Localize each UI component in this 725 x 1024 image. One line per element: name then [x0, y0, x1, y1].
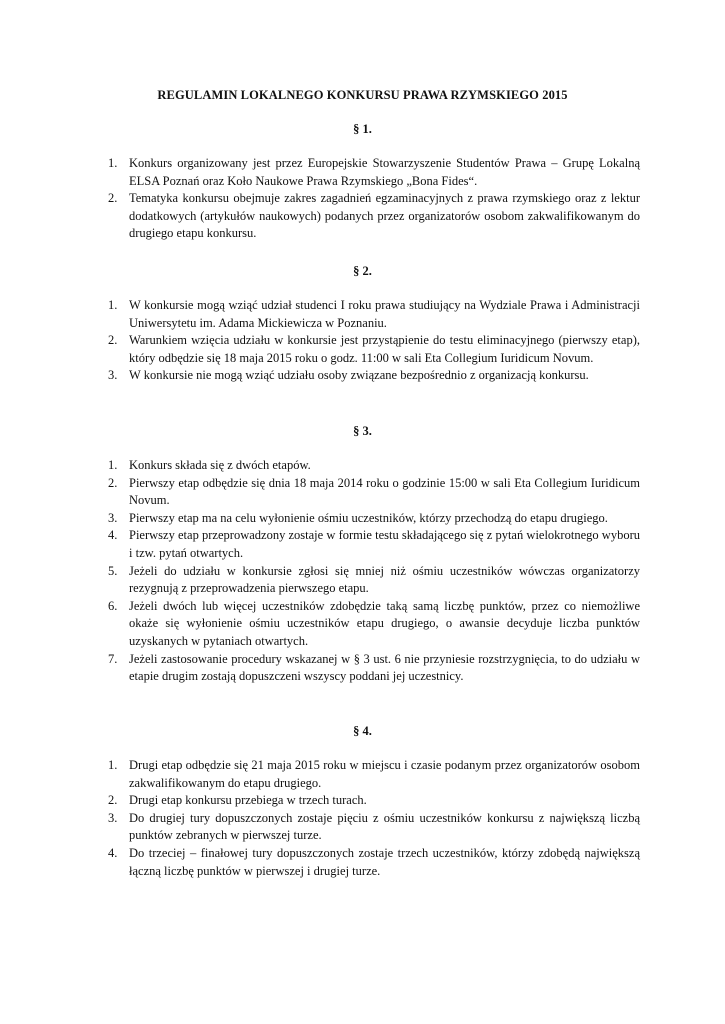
- item-number: 1.: [108, 156, 118, 170]
- section-1-list: [108, 155, 640, 243]
- item-number: 5.: [108, 563, 118, 578]
- item-text: W konkursie mogą wziąć udział studenci I roku prawa studiujący na Wydziale Prawa i Administracji Uniwersytetu im. Adama Mickiewicza w Poznaniu.: [129, 298, 640, 330]
- item-number: 4.: [108, 528, 118, 543]
- list-item: [108, 332, 640, 367]
- item-text: Do drugiej tury dopuszczonych zostaje pięciu z ośmiu uczestników konkursu z największą liczbą punktów zebranych w pierwszej turze.: [129, 810, 640, 843]
- list-item: [108, 527, 640, 562]
- item-number: 2.: [108, 793, 118, 808]
- section-heading-3: § 3.: [353, 424, 372, 438]
- list-item: [108, 297, 640, 332]
- item-number: 1.: [108, 758, 118, 772]
- item-text: Pierwszy etap odbędzie się dnia 18 maja 2014 roku o godzinie 15:00 w sali Eta Collegium Iuridicum Novum.: [129, 475, 640, 508]
- item-text: Pierwszy etap ma na celu wyłonienie ośmiu uczestników, którzy przechodzą do etapu drugiego.: [129, 510, 608, 525]
- item-text: Jeżeli zastosowanie procedury wskazanej w § 3 ust. 6 nie przyniesie rozstrzygnięcia, to do udziału w etapie drugim zostają dopuszczeni wszyscy poddani jej uczestnicy.: [129, 651, 640, 684]
- section-4-list: [108, 757, 640, 880]
- item-text: Warunkiem wzięcia udziału w konkursie jest przystąpienie do testu eliminacyjnego (pierwszy etap), który odbędzie się 18 maja 2015 roku o godz. 11:00 w sali Eta Collegium Iuridicum Novum.: [129, 333, 640, 365]
- section-3-list: [108, 457, 640, 686]
- item-number: 3.: [108, 810, 118, 825]
- item-text: Do trzeciej – finałowej tury dopuszczonych zostaje trzech uczestników, którzy zdobędą największą łączną liczbę punktów w pierwszej i drugiej turze.: [129, 845, 640, 878]
- item-text: W konkursie nie mogą wziąć udziału osoby związane bezpośrednio z organizacją konkursu.: [129, 368, 589, 383]
- list-item: [108, 792, 640, 810]
- list-item: [108, 367, 640, 385]
- item-number: 1.: [108, 458, 118, 472]
- item-number: 3.: [108, 510, 118, 525]
- item-number: 6.: [108, 598, 118, 613]
- list-item: [108, 757, 640, 792]
- section-heading-2: § 2.: [353, 264, 372, 278]
- item-number: 3.: [108, 368, 118, 383]
- item-number: 1.: [108, 298, 118, 312]
- list-item: [108, 190, 640, 243]
- item-text: Jeżeli do udziału w konkursie zgłosi się mniej niż ośmiu uczestników wówczas organizatorzy rezygnują z przeprowadzenia pierwszego etapu.: [129, 563, 640, 596]
- item-text: Konkurs składa się z dwóch etapów.: [129, 458, 311, 472]
- item-text: Drugi etap konkursu przebiega w trzech turach.: [129, 793, 367, 808]
- list-item: [108, 457, 640, 475]
- item-text: Drugi etap odbędzie się 21 maja 2015 roku w miejscu i czasie podanym przez organizatorów osobom zakwalifikowanym do etapu drugiego.: [129, 758, 640, 790]
- section-heading-1: § 1.: [353, 122, 372, 136]
- item-text: Jeżeli dwóch lub więcej uczestników zdobędzie taką samą liczbę punktów, przez co niemożliwe okaże się wyłonienie ośmiu uczestników etapu drugiego, o awansie decyduje liczba punktów uzyskanych w pytaniach otwartych.: [129, 598, 640, 648]
- item-text: Konkurs organizowany jest przez Europejskie Stowarzyszenie Studentów Prawa – Grupę Lokalną ELSA Poznań oraz Koło Naukowe Prawa Rzymskiego „Bona Fides“.: [129, 156, 640, 188]
- item-number: 4.: [108, 845, 118, 860]
- section-heading-4: § 4.: [353, 724, 372, 738]
- item-number: 7.: [108, 651, 118, 666]
- list-item: [108, 563, 640, 598]
- item-text: Tematyka konkursu obejmuje zakres zagadnień egzaminacyjnych z prawa rzymskiego oraz z lektur dodatkowych (artykułów naukowych) podanych przez organizatorów osobom zakwalifikowanym do drugiego etapu konkursu.: [129, 191, 640, 241]
- list-item: [108, 845, 640, 880]
- list-item: [108, 810, 640, 845]
- item-number: 2.: [108, 191, 118, 206]
- item-number: 2.: [108, 475, 118, 490]
- item-text: Pierwszy etap przeprowadzony zostaje w formie testu składającego się z pytań wielokrotnego wyboru i tzw. pytań otwartych.: [129, 528, 640, 560]
- list-item: [108, 598, 640, 651]
- list-item: [108, 651, 640, 686]
- document-title: REGULAMIN LOKALNEGO KONKURSU PRAWA RZYMSKIEGO 2015: [157, 88, 568, 102]
- item-number: 2.: [108, 333, 118, 348]
- list-item: [108, 155, 640, 190]
- list-item: [108, 510, 640, 528]
- section-2-list: [108, 297, 640, 385]
- list-item: [108, 475, 640, 510]
